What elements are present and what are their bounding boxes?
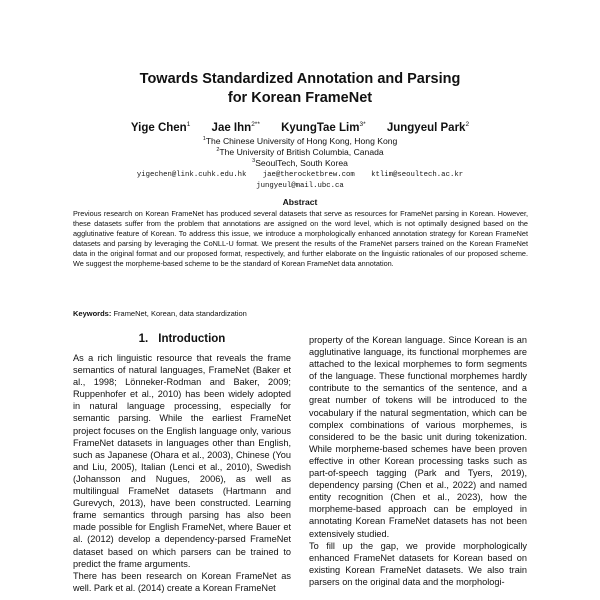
- abstract-text: Previous research on Korean FrameNet has produced several datasets that serve as resources for FrameNet parsing in Korean. However, these datasets suffer from the problem that annotations are assigned on the word level, which is not optimally designed based on the agglutinative feature of Korean. To address this issue, we introduce a morphologically enhanced annotation strategy for Korean FrameNet datasets and parsing by leveraging the CoNLL-U format. We present the results of the FrameNet parsers trained on the Korean FrameNet data in the original format and our proposed format, respectively, and further elaborate on the linguistic rationales of our proposed scheme. We suggest the morpheme-based scheme to be the standard of Korean FrameNet data annotation.: [73, 209, 528, 268]
- author-emails: [0, 170, 600, 192]
- keywords: [73, 309, 528, 318]
- author-1: Yige Chen$^1$: [130, 121, 191, 134]
- left-column: [73, 352, 291, 594]
- affiliation-2: $^2$The University of British Columbia, Canada: [216, 146, 384, 157]
- email-4[interactable]: jungyeul@mail.ubc.ca: [256, 182, 344, 190]
- affiliation-1: $^1$The Chinese University of Hong Kong, Hong Kong: [202, 135, 398, 146]
- paper-title: [0, 70, 600, 108]
- title-line-2: for Korean FrameNet: [227, 90, 373, 106]
- keywords-text: FrameNet, Korean, data standardization: [113, 309, 247, 318]
- email-3[interactable]: ktlim@seoultech.ac.kr: [371, 171, 464, 179]
- section-number: 1.: [138, 333, 149, 345]
- right-column: [309, 334, 527, 588]
- paragraph: To fill up the gap, we provide morphologically enhanced FrameNet datasets for Korean based on existing Korean FrameNet datasets. We also train parsers on the original data and the morphologi-: [309, 540, 527, 587]
- keywords-label: Keywords:: [73, 309, 112, 318]
- abstract-heading: Abstract: [282, 197, 318, 207]
- paragraph: There has been research on Korean FrameNet as well. Park et al. (2014) create a Korean FrameNet: [73, 570, 291, 593]
- section-heading: [73, 333, 291, 345]
- title-line-1: Towards Standardized Annotation and Parsing: [139, 71, 461, 87]
- author-4: Jungyeul Park$^2$: [386, 121, 470, 134]
- email-2[interactable]: jae@therocketbrew.com: [262, 171, 355, 179]
- author-list: [0, 121, 600, 134]
- section-title: Introduction: [158, 333, 226, 345]
- author-2: Jae Ihn$^{2**}$: [211, 121, 260, 134]
- affiliation-3: $^3$SeoulTech, South Korea: [252, 157, 348, 168]
- email-1[interactable]: yigechen@link.cuhk.edu.hk: [136, 171, 247, 179]
- paragraph: property of the Korean language. Since Korean is an agglutinative language, its functional morphemes are attached to the lexical morphemes to form segments of the language. These functional morphemes hardly contribute to the semantics of the sentence, and a great number of tokens will be introduced to the vocabulary if the natural segmentation, which can be complex combinations of various morphemes, is considered to be the basic unit during tokenization. While morpheme-based schemes have been proven effective in other Korean processing tasks such as part-of-speech tagging (Park and Tyers, 2019), dependency parsing (Chen et al., 2022) and named entity recognition (Chen et al., 2023), how the morpheme-based approach can be employed in annotating Korean FrameNet datasets has not been extensively studied.: [309, 335, 527, 539]
- paragraph: As a rich linguistic resource that reveals the frame semantics of natural languages, FrameNet (Baker et al., 1998; Lönneker-Rodman and Baker, 2009; Ruppenhofer et al., 2010) has been widely adopted in natural language processing, especially for semantic parsing. While the earliest FrameNet project focuses on the English language only, various FrameNet datasets in languages other than English, such as Japanese (Ohara et al., 2003), Chinese (You and Liu, 2005), Italian (Lenci et al., 2010), Swedish (Johansson and Nugues, 2006), as well as multilingual FrameNet datasets (Hartmann and Gurevych, 2013), have been constructed. Learning frame semantics through parsing has also been made possible for English FrameNet, where Bauer et al. (2012) develop a dependency-parsed FrameNet dataset based on which parsers can be trained to predict the frame arguments.: [73, 353, 291, 569]
- author-3: KyungTae Lim$^{3*}$: [281, 121, 366, 134]
